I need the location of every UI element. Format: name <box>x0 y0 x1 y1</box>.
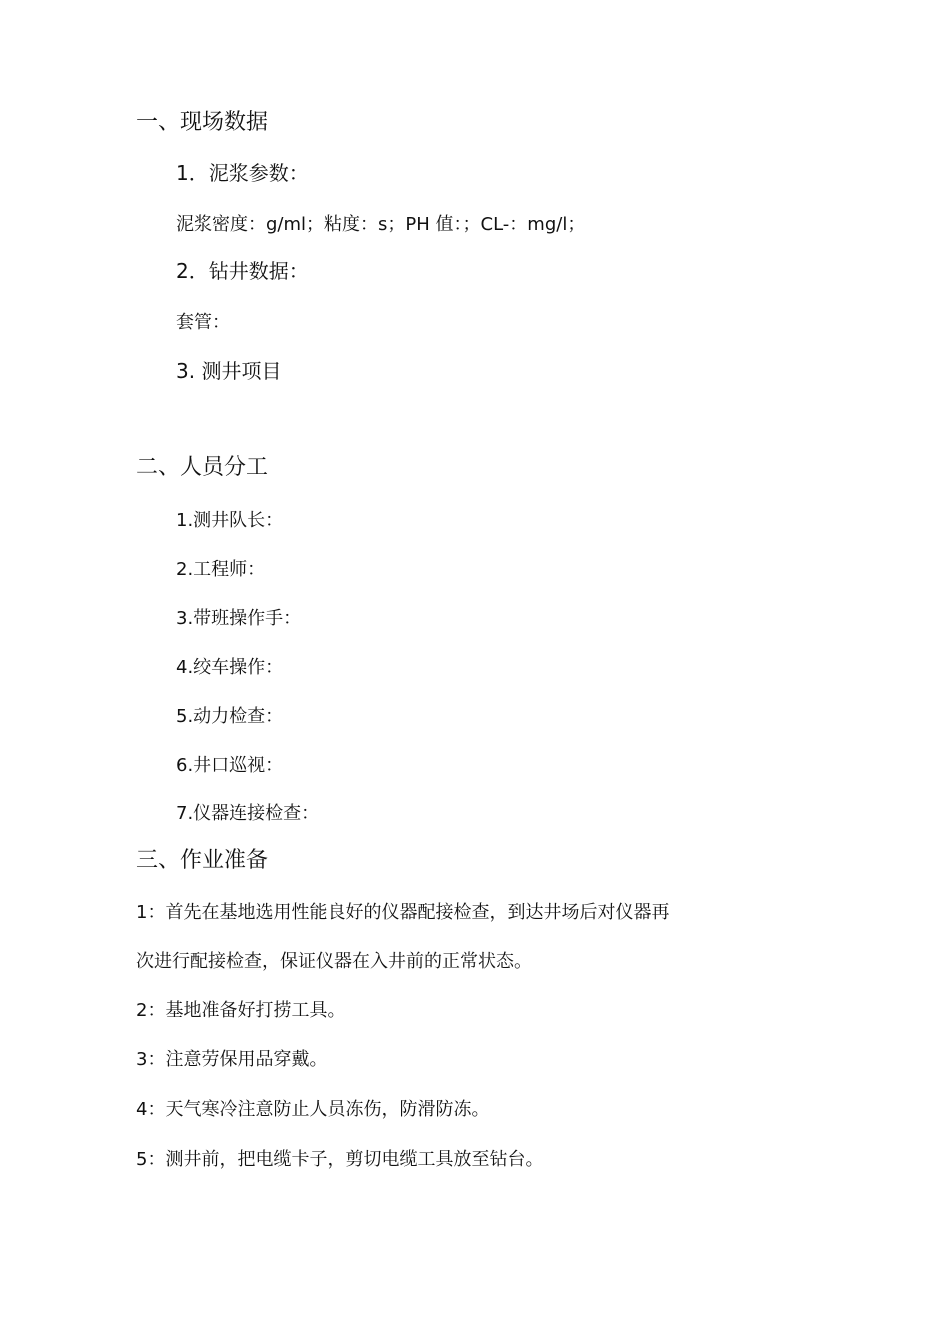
staff-item: 7.仪器连接检查： <box>176 803 320 824</box>
subheading-drilling-data: 2．钻井数据： <box>176 259 309 283</box>
section-title-staff-assignment: 二、人员分工 <box>136 455 269 480</box>
preparation-item: 3：注意劳保用品穿戴。 <box>136 1049 328 1070</box>
preparation-item: 2：基地准备好打捞工具。 <box>136 1000 346 1021</box>
staff-item: 5.动力检查： <box>176 706 284 727</box>
staff-item: 2.工程师： <box>176 559 266 580</box>
preparation-item: 5：测井前，把电缆卡子，剪切电缆工具放至钻台。 <box>136 1149 544 1170</box>
casing-line: 套管： <box>176 312 230 333</box>
subheading-logging-items: 3. 测井项目 <box>176 359 282 383</box>
preparation-item: 1：首先在基地选用性能良好的仪器配接检查，到达井场后对仪器再 <box>136 902 670 923</box>
staff-item: 3.带班操作手： <box>176 608 302 629</box>
staff-item: 4.绞车操作： <box>176 657 284 678</box>
mud-parameters-line: 泥浆密度：g/ml；粘度：s；PH 值：；CL-：mg/l； <box>176 214 586 235</box>
section-title-work-preparation: 三、作业准备 <box>136 848 269 873</box>
preparation-item-continuation: 次进行配接检查，保证仪器在入井前的正常状态。 <box>136 951 532 972</box>
subheading-mud-parameters: 1．泥浆参数： <box>176 161 309 185</box>
section-title-site-data: 一、现场数据 <box>136 110 269 135</box>
staff-item: 6.井口巡视： <box>176 755 284 776</box>
staff-item: 1.测井队长： <box>176 510 284 531</box>
preparation-item: 4：天气寒冷注意防止人员冻伤，防滑防冻。 <box>136 1099 490 1120</box>
